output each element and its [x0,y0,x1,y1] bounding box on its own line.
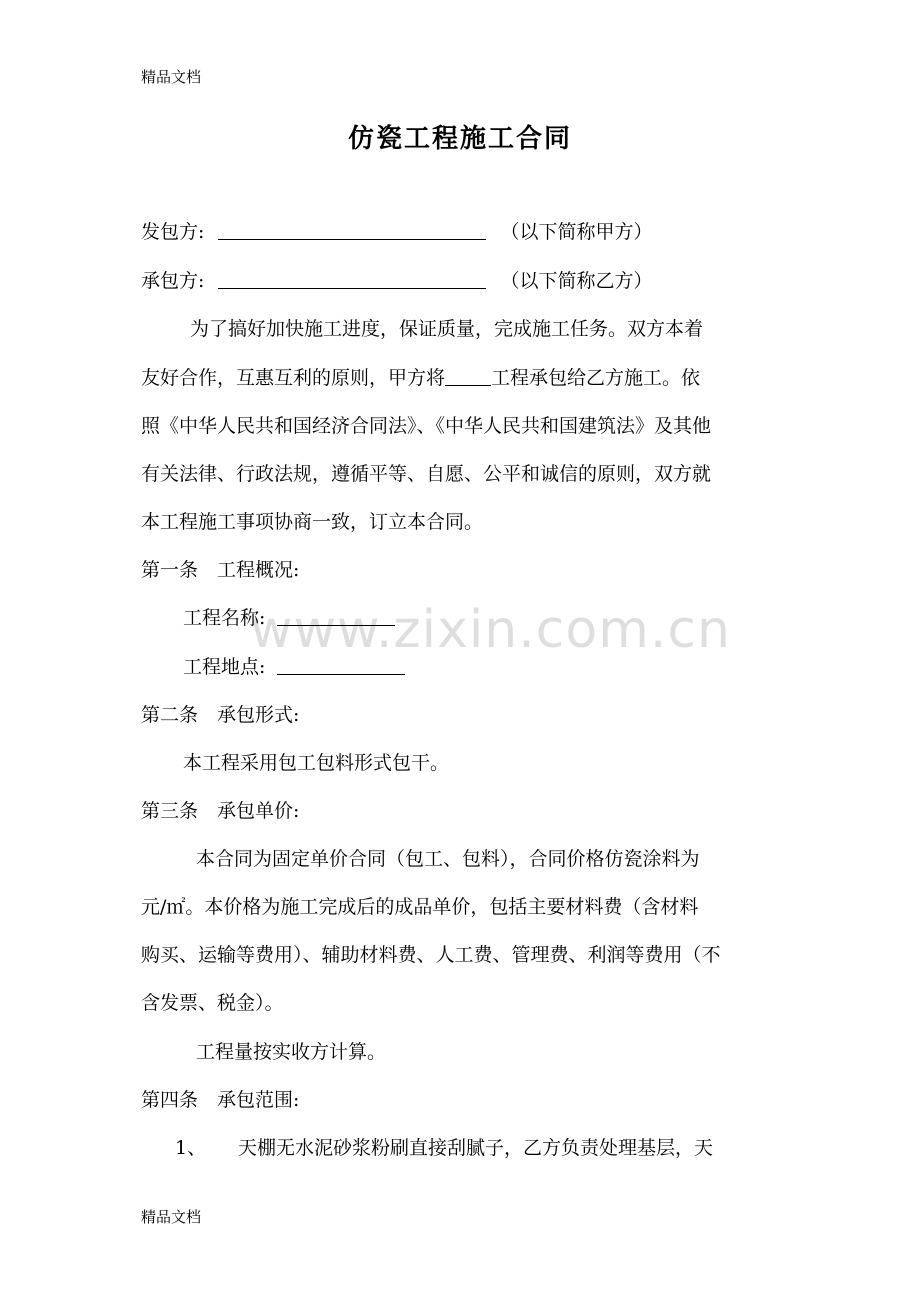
watermark: www.zixin.com.cn [250,600,731,660]
intro-line-2a: 友好合作，互惠互利的原则，甲方将 [141,367,446,389]
intro-line-1: 为了搞好加快施工进度，保证质量，完成施工任务。双方本着 [190,318,704,340]
article3-line-1: 本合同为固定单价合同（包工、包料），合同价格仿瓷涂料为 [196,848,700,870]
intro-line-2b: 工程承包给乙方施工。依 [491,367,701,389]
article3-line-5: 工程量按实收方计算。 [196,1041,387,1063]
employer-line [141,219,653,246]
article1-heading: 第一条 工程概况: [141,559,300,581]
header-label: 精品文档 [141,68,202,86]
article3-heading: 第三条 承包单价: [141,800,300,822]
article2-heading: 第二条 承包形式: [141,704,300,726]
project-name-label: 工程名称: [183,607,266,629]
employer-label: 发包方: [141,221,205,243]
article4-item1-number: 1、 [175,1137,207,1159]
intro-line-4: 有关法律、行政法规，遵循平等、自愿、公平和诚信的原则，双方就 [141,463,712,485]
project-site-label: 工程地点: [183,656,266,678]
employer-blank[interactable] [218,219,486,240]
contractor-note: （以下简称乙方） [500,270,653,292]
document-title: 仿瓷工程施工合同 [347,124,572,154]
contractor-line [141,268,653,295]
article4-item1-text: 天棚无水泥砂浆粉刷直接刮腻子，乙方负责处理基层，天 [238,1137,714,1159]
contractor-label: 承包方: [141,270,205,292]
article3-line-4: 含发票、税金）。 [141,992,284,1014]
contractor-blank[interactable] [218,268,486,289]
project-blank[interactable] [445,365,491,386]
intro-line-2 [141,365,700,392]
article3-line-2: 元/㎡。本价格为施工完成后的成品单价，包括主要材料费（含材料 [141,896,699,918]
intro-line-5: 本工程施工事项协商一致，订立本合同。 [141,511,484,533]
intro-line-3: 照《中华人民共和国经济合同法》、《中华人民共和国建筑法》及其他 [141,415,712,437]
article4-heading: 第四条 承包范围: [141,1089,300,1111]
employer-note: （以下简称甲方） [500,221,653,243]
article3-line-3: 购买、运输等费用）、辅助材料费、人工费、管理费、利润等费用（不 [141,944,721,966]
footer-label: 精品文档 [141,1208,202,1226]
article2-text: 本工程采用包工包料形式包干。 [183,752,450,774]
